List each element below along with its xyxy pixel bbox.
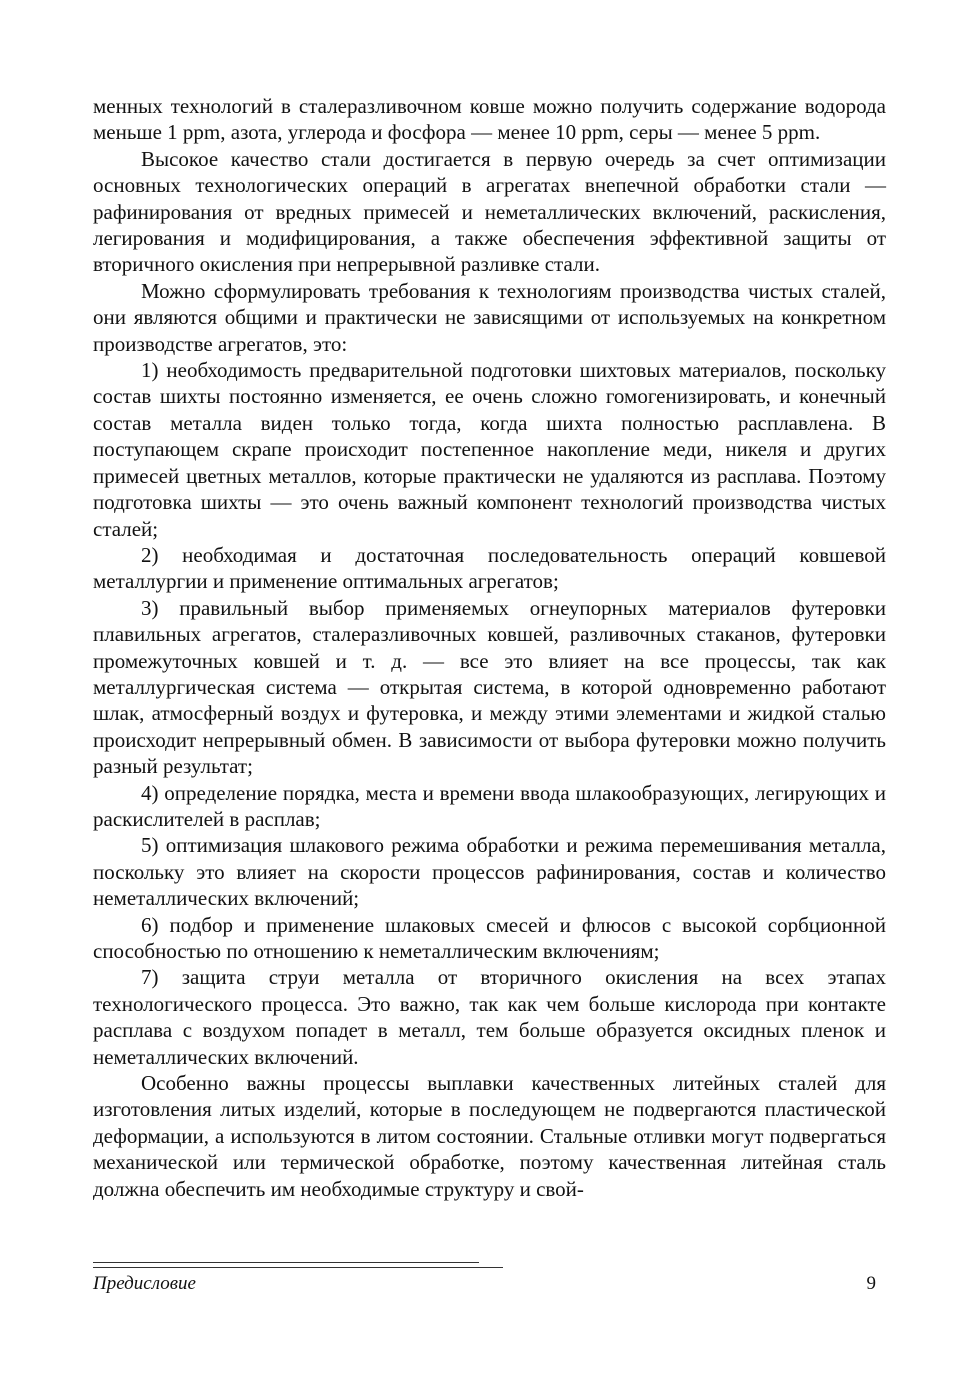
paragraph-2: Высокое качество стали достигается в первую очередь за счет оптимизации основных технологических операций в агрегатах внепечной обработки стали — рафинирования от вредных примесей и неметаллических включений, раскисления, легирования и модифицирования, а также обеспечения эффективной защиты от вторичного окисления при непрерывной разливке стали. <box>93 146 886 277</box>
page-body <box>93 93 886 1202</box>
footer-rule-upper <box>93 1262 479 1263</box>
footer-section-title: Предисловие <box>93 1273 196 1294</box>
list-item-7: 7) защита струи металла от вторичного окисления на всех этапах технологического процесса. Это важно, так как чем больше кислорода при контакте расплава с воздухом попадет в металл, тем больше образуется оксидных пленок и неметаллических включений. <box>93 965 886 1069</box>
list-item-3: 3) правильный выбор применяемых огнеупорных материалов футеровки плавильных агрегатов, сталеразливочных ковшей, разливочных стаканов, футеровки промежуточных ковшей и т. д. — все это влияет на все процессы, так как металлургическая система — открытая система, в которой одновременно работают шлак, атмосферный воздух и футеровка, и между этими элементами и жидкой сталью происходит непрерывный обмен. В зависимости от выбора футеровки можно получить разный результат; <box>93 595 886 779</box>
footer-rule-lower <box>93 1267 503 1268</box>
list-item-2: 2) необходимая и достаточная последовательность операций ковшевой металлургии и применение оптимальных агрегатов; <box>93 542 886 594</box>
page-number: 9 <box>866 1273 876 1294</box>
list-item-1: 1) необходимость предварительной подготовки шихтовых материалов, поскольку состав шихты постоянно изменяется, ее очень сложно гомогенизировать, и конечный состав металла виден только тогда, когда шихта полностью расплавлена. В поступающем скрапе происходит постепенное накопление меди, никеля и других примесей цветных металлов, которые практически не удаляются из расплава. Поэтому подготовка шихты — это очень важный компонент технологий производства чистых сталей; <box>93 358 886 541</box>
list-item-4: 4) определение порядка, места и времени ввода шлакообразующих, легирующих и раскислителей в расплав; <box>93 780 886 831</box>
paragraph-final: Особенно важны процессы выплавки качественных литейных сталей для изготовления литых изделий, которые в последующем не подвергаются пластической деформации, а используются в литом состоянии. Стальные отливки могут подвергаться механической или термической обработке, поэтому качественная литейная сталь должна обеспечить им необходимые структуру и свой- <box>93 1071 886 1201</box>
list-item-5: 5) оптимизация шлакового режима обработки и режима перемешивания металла, поскольку это влияет на скорости процессов рафинирования, состав и количество неметаллических включений; <box>93 833 886 911</box>
paragraph-3: Можно сформулировать требования к технологиям производства чистых сталей, они являются общими и практически не зависящими от используемых на конкретном производстве агрегатов, это: <box>93 278 886 356</box>
paragraph-1: менных технологий в сталеразливочном ковше можно получить содержание водорода меньше 1 ppm, азота, углерода и фосфора — менее 10 ppm, серы — менее 5 ppm. <box>93 94 886 145</box>
list-item-6: 6) подбор и применение шлаковых смесей и флюсов с высокой сорбционной способностью по отношению к неметаллическим включениям; <box>93 912 886 963</box>
